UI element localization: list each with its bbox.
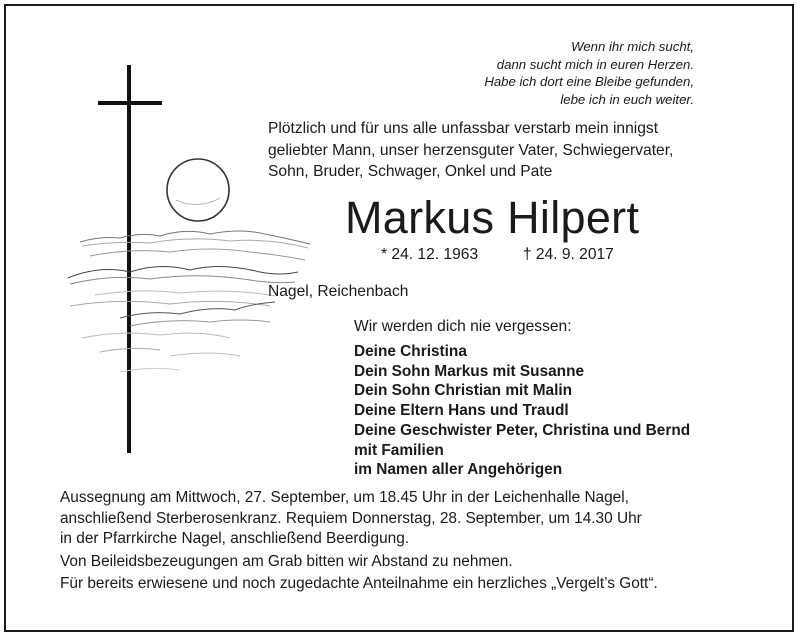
intro-line: Plötzlich und für uns alle unfassbar verstarb mein innigst [268, 120, 659, 137]
mourner-line: im Namen aller Angehörigen [354, 461, 563, 479]
service-line: Aussegnung am Mittwoch, 27. September, um 18.45 Uhr in der Leichenhalle Nagel, [60, 489, 629, 506]
mourner-line: Dein Sohn Markus mit Susanne [354, 362, 585, 380]
life-dates [381, 246, 614, 264]
birth-date: * 24. 12. 1963 [381, 246, 479, 263]
mourner-line: Dein Sohn Christian mit Malin [354, 382, 573, 400]
service-line: in der Pfarrkirche Nagel, anschließend Beerdigung. [60, 530, 410, 547]
poem-line: Habe ich dort eine Bleibe gefunden, [484, 74, 694, 89]
death-announcement-text [268, 118, 743, 183]
intro-line: geliebter Mann, unser herzensguter Vater, Schwiegervater, [268, 141, 674, 159]
mourner-line: Deine Eltern Hans und Traudl [354, 402, 569, 420]
thanks-note: Für bereits erwiesene und noch zugedachte Anteilnahme ein herzliches „Vergelt’s Gott“. [60, 575, 658, 592]
death-date: † 24. 9. 2017 [522, 246, 614, 263]
service-line: anschließend Sterberosenkranz. Requiem Donnerstag, 28. September, um 14.30 Uhr [60, 509, 642, 527]
mourners-list [354, 342, 690, 480]
mourner-line: Deine Christina [354, 343, 467, 360]
poem-line: dann sucht mich in euren Herzen. [496, 56, 694, 72]
service-details [60, 488, 750, 595]
sun-icon [167, 159, 229, 221]
landscape-hills [68, 231, 310, 372]
never-forget-line: Wir werden dich nie vergessen: [354, 318, 572, 335]
poem [484, 38, 694, 108]
mourner-line: mit Familien [354, 441, 444, 459]
deceased-name: Markus Hilpert [345, 192, 640, 243]
poem-line: lebe ich in euch weiter. [560, 91, 694, 107]
residence: Nagel, Reichenbach [268, 283, 409, 300]
intro-line: Sohn, Bruder, Schwager, Onkel und Pate [268, 163, 553, 180]
mourner-line: Deine Geschwister Peter, Christina und Bernd [354, 421, 691, 439]
cross-icon [98, 65, 162, 453]
poem-line: Wenn ihr mich sucht, [571, 39, 694, 54]
condolence-note: Von Beileidsbezeugungen am Grab bitten wir Abstand zu nehmen. [60, 552, 513, 570]
